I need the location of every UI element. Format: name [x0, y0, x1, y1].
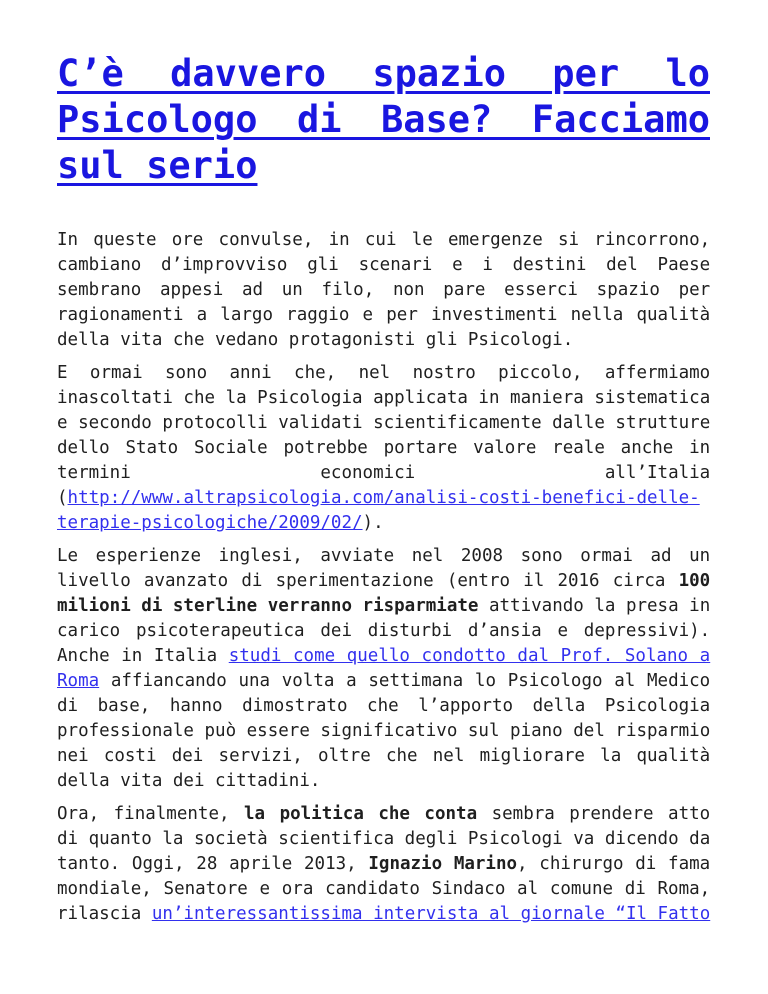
- paragraph: [57, 544, 710, 794]
- bold-text: 100 milioni di sterline verranno risparmiate: [57, 571, 711, 616]
- inline-link[interactable]: http://www.altrapsicologia.com/analisi-costi-benefici-delle-terapie-psicologiche/2009/02/: [57, 488, 700, 533]
- article-title-link[interactable]: C’è davvero spazio per lo Psicologo di Base? Facciamo sul serio: [57, 52, 710, 187]
- article-title: [57, 51, 710, 189]
- inline-link[interactable]: un’interessantissima intervista al giornale “Il Fatto: [151, 904, 711, 924]
- bold-text: la politica che conta: [244, 804, 478, 824]
- inline-link[interactable]: studi come quello condotto dal Prof. Solano a Roma: [57, 646, 711, 691]
- text-run: ).: [362, 513, 384, 533]
- bold-text: Ignazio Marino: [368, 854, 518, 874]
- paragraph: [57, 228, 710, 353]
- text-run: affiancando una volta a settimana lo Psicologo al Medico di base, hanno dimostrato che l’apporto della Psicologia professionale può essere significativo sul piano del risparmio nei costi dei servizi, oltre che nel migliorare la qualità della vita dei cittadini.: [57, 671, 711, 791]
- paragraph: [57, 361, 710, 536]
- paragraph: [57, 802, 710, 927]
- text-run: In queste ore convulse, in cui le emergenze si rincorrono, cambiano d’improvviso gli scenari e i destini del Paese sembrano appesi ad un filo, non pare esserci spazio per ragionamenti a largo raggio e per investimenti nella qualità della vita che vedano protagonisti gli Psicologi.: [57, 230, 711, 350]
- document-page: [57, 51, 713, 927]
- text-run: sembra prendere atto di quanto la società scientifica degli Psicologi va dicendo da tanto. Oggi, 28 aprile 2013,: [57, 804, 711, 874]
- text-run: Le esperienze inglesi, avviate nel 2008 sono ormai ad un livello avanzato di sperimentazione (entro il 2016 circa: [57, 546, 711, 591]
- text-run: E ormai sono anni che, nel nostro piccolo, affermiamo inascoltati che la Psicologia applicata in maniera sistematica e secondo protocolli validati scientificamente dalle strutture dello Stato Sociale potrebbe portare valore reale anche in termini economici all’Italia (: [57, 363, 711, 508]
- text-run: Ora, finalmente,: [57, 804, 245, 824]
- text-run: attivando la presa in carico psicoterapeutica dei disturbi d’ansia e depressivi). Anche in Italia: [57, 596, 711, 666]
- text-run: , chirurgo di fama mondiale, Senatore e ora candidato Sindaco al comune di Roma, rilascia: [57, 854, 711, 924]
- article-body: [57, 228, 713, 927]
